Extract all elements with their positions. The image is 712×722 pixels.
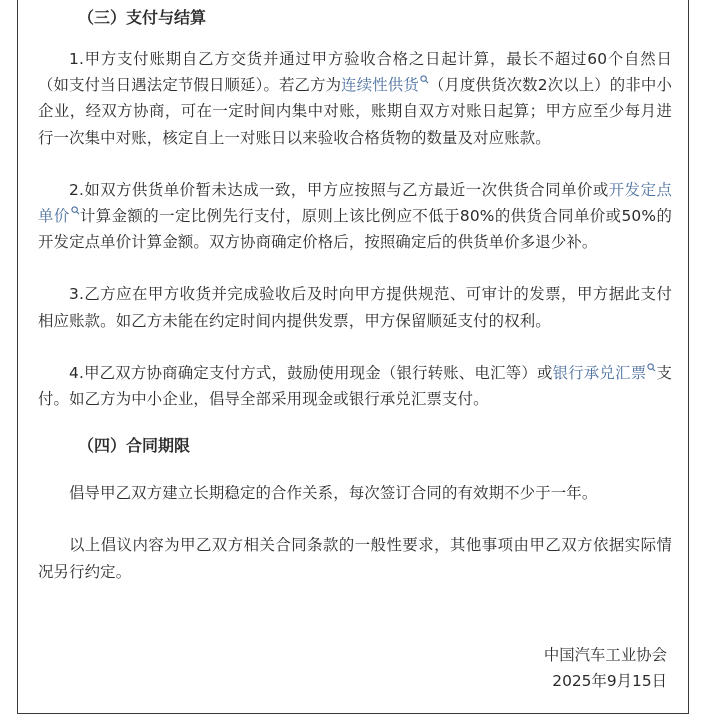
paragraph-text: 1.甲方支付账期自乙方交货并通过甲方验收合格之日起计算，最长不超过60个自然日（如支付当日遇法定节假日顺延）。若乙方为	[38, 50, 672, 95]
paragraph-text: 计算金额的一定比例先行支付，原则上该比例应不低于80%的供货合同单价或50%的开发定点单价计算金额。双方协商确定价格后，按照确定后的供货单价多退少补。	[38, 207, 672, 252]
keyword-link-label[interactable]: 连续性供货	[341, 76, 419, 95]
section3-paragraph-4	[38, 360, 672, 412]
signature-date: 2025年9月15日	[552, 672, 667, 690]
keyword-link-label[interactable]: 开发定点单价	[38, 180, 672, 226]
section3-heading: （三）支付与结算	[78, 8, 207, 27]
keyword-link-bank-acceptance-bill[interactable]	[553, 364, 657, 382]
signature-organization: 中国汽车工业协会	[543, 646, 667, 664]
paragraph-text: 支付。如乙方为中小企业，倡导全部采用现金或银行承兑汇票支付。	[38, 363, 672, 409]
keyword-link-continuous-supply[interactable]	[341, 76, 429, 94]
paragraph-text: 4.甲乙双方协商确定支付方式，鼓励使用现金（银行转账、电汇等）或	[69, 363, 553, 382]
search-icon[interactable]	[647, 363, 656, 372]
search-icon[interactable]	[71, 206, 80, 215]
paragraph-text: （月度供货次数2次以上）的非中小企业，经双方协商，可在一定时间内集中对账，账期自双方对账日起算；甲方应至少每月进行一次集中对账，核定自上一对账日以来验收合格货物的数量及对应账款。	[38, 76, 672, 147]
section3-paragraph-1	[38, 46, 672, 151]
closing-paragraph: 以上倡议内容为甲乙双方相关合同条款的一般性要求，其他事项由甲乙双方依据实际情况另行约定。	[38, 536, 672, 581]
article-body	[38, 4, 672, 585]
section4-paragraph-1: 倡导甲乙双方建立长期稳定的合作关系，每次签订合同的有效期不少于一年。	[69, 484, 598, 503]
section3-paragraph-2	[38, 177, 672, 256]
section4-heading: （四）合同期限	[78, 436, 191, 456]
keyword-link-label[interactable]: 银行承兑汇票	[552, 363, 647, 382]
section3-paragraph-3: 3.乙方应在甲方收货并完成验收后及时向甲方提供规范、可审计的发票，甲方据此支付相应账款。如乙方未能在约定时间内提供发票，甲方保留顺延支付的权利。	[38, 285, 672, 330]
paragraph-text: 2.如双方供货单价暂未达成一致，甲方应按照与乙方最近一次供货合同单价或	[69, 180, 609, 199]
search-icon[interactable]	[420, 75, 429, 84]
